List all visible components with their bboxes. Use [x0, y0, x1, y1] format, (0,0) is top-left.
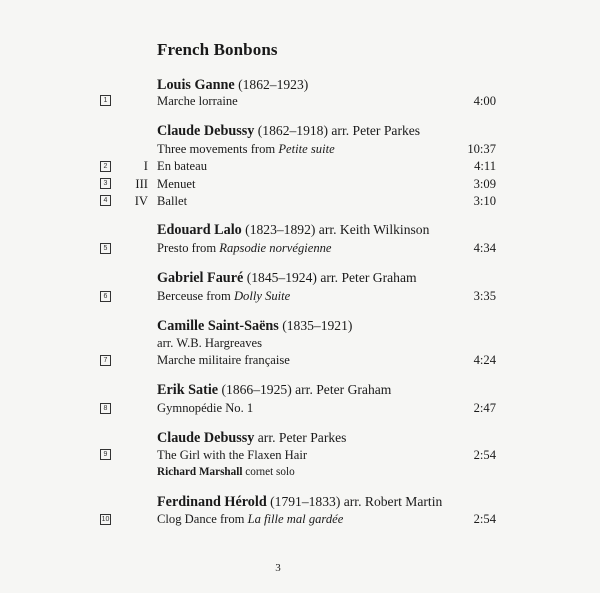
page-title: French Bonbons [157, 40, 278, 59]
composer-name: Claude Debussy [157, 123, 255, 139]
track-number: 8 [100, 403, 111, 414]
work-duration: 10:37 [467, 142, 496, 156]
movement-numeral: III [135, 177, 148, 191]
composer-dates: (1866–1925) arr. Peter Graham [218, 382, 392, 397]
composer-heading [157, 494, 442, 511]
composer-heading [157, 318, 352, 335]
movement-numeral: IV [134, 194, 148, 208]
track-number: 6 [100, 291, 111, 302]
track-title-text: Presto from [157, 241, 220, 255]
composer-dates: (1823–1892) arr. Keith Wilkinson [241, 222, 430, 237]
track-duration: 4:00 [473, 94, 496, 108]
track-title-italic: La fille mal gardée [247, 512, 344, 526]
track-title-text: Berceuse from [157, 289, 234, 303]
composer-name: Ferdinand Hérold [157, 494, 267, 510]
work-title [157, 142, 335, 157]
track-duration: 4:24 [473, 353, 496, 367]
composer-dates: arr. Peter Parkes [254, 430, 347, 445]
track-title: Gymnopédie No. 1 [157, 401, 254, 415]
composer-heading [157, 382, 391, 399]
track-title: Menuet [157, 177, 196, 191]
track-title [157, 289, 290, 304]
track-number: 9 [100, 449, 111, 460]
composer-dates: (1862–1923) [234, 77, 309, 92]
movement-numeral: I [143, 159, 148, 173]
track-duration: 2:47 [473, 401, 496, 415]
work-title-italic: Petite suite [278, 142, 335, 156]
track-title-text: Clog Dance from [157, 512, 248, 526]
composer-name: Camille Saint-Saëns [157, 318, 279, 334]
track-title [157, 512, 343, 527]
track-duration: 3:09 [473, 177, 496, 191]
composer-dates: (1835–1921) [278, 318, 353, 333]
track-number: 2 [100, 161, 111, 172]
track-title [157, 241, 332, 256]
track-title: En bateau [157, 159, 207, 173]
composer-dates: (1845–1924) arr. Peter Graham [243, 270, 417, 285]
track-title: Ballet [157, 194, 188, 208]
track-title: Marche militaire française [157, 353, 290, 367]
composer-heading [157, 123, 420, 140]
track-number: 3 [100, 178, 111, 189]
composer-name: Louis Ganne [157, 77, 235, 93]
track-duration: 3:10 [473, 194, 496, 208]
composer-dates: (1791–1833) arr. Robert Martin [266, 494, 443, 509]
track-duration: 3:35 [473, 289, 496, 303]
composer-name: Edouard Lalo [157, 222, 242, 238]
track-title-italic: Dolly Suite [233, 289, 291, 303]
track-number: 5 [100, 243, 111, 254]
composer-dates: (1862–1918) arr. Peter Parkes [254, 123, 421, 138]
composer-heading [157, 430, 346, 447]
track-duration: 4:11 [474, 159, 496, 173]
track-duration: 2:54 [473, 448, 496, 462]
composer-name: Claude Debussy [157, 430, 255, 446]
composer-name: Gabriel Fauré [157, 270, 244, 286]
composer-heading [157, 77, 308, 94]
page-number: 3 [275, 562, 281, 574]
composer-heading [157, 270, 417, 287]
performer-name: Richard Marshall [157, 466, 243, 478]
arranger-line: arr. W.B. Hargreaves [157, 336, 263, 350]
performer-role: cornet solo [242, 466, 295, 478]
track-title: The Girl with the Flaxen Hair [157, 448, 308, 462]
track-number: 10 [101, 516, 110, 523]
track-number: 4 [100, 195, 111, 206]
composer-heading [157, 222, 429, 239]
track-title: Marche lorraine [157, 94, 238, 108]
composer-name: Erik Satie [157, 382, 219, 398]
track-title-italic: Rapsodie norvégienne [219, 241, 332, 255]
work-title-text: Three movements from [157, 142, 279, 156]
track-duration: 4:34 [473, 241, 496, 255]
track-number: 7 [100, 355, 111, 366]
performer-credit [157, 466, 295, 478]
track-duration: 2:54 [473, 512, 496, 526]
track-number: 1 [100, 95, 111, 106]
